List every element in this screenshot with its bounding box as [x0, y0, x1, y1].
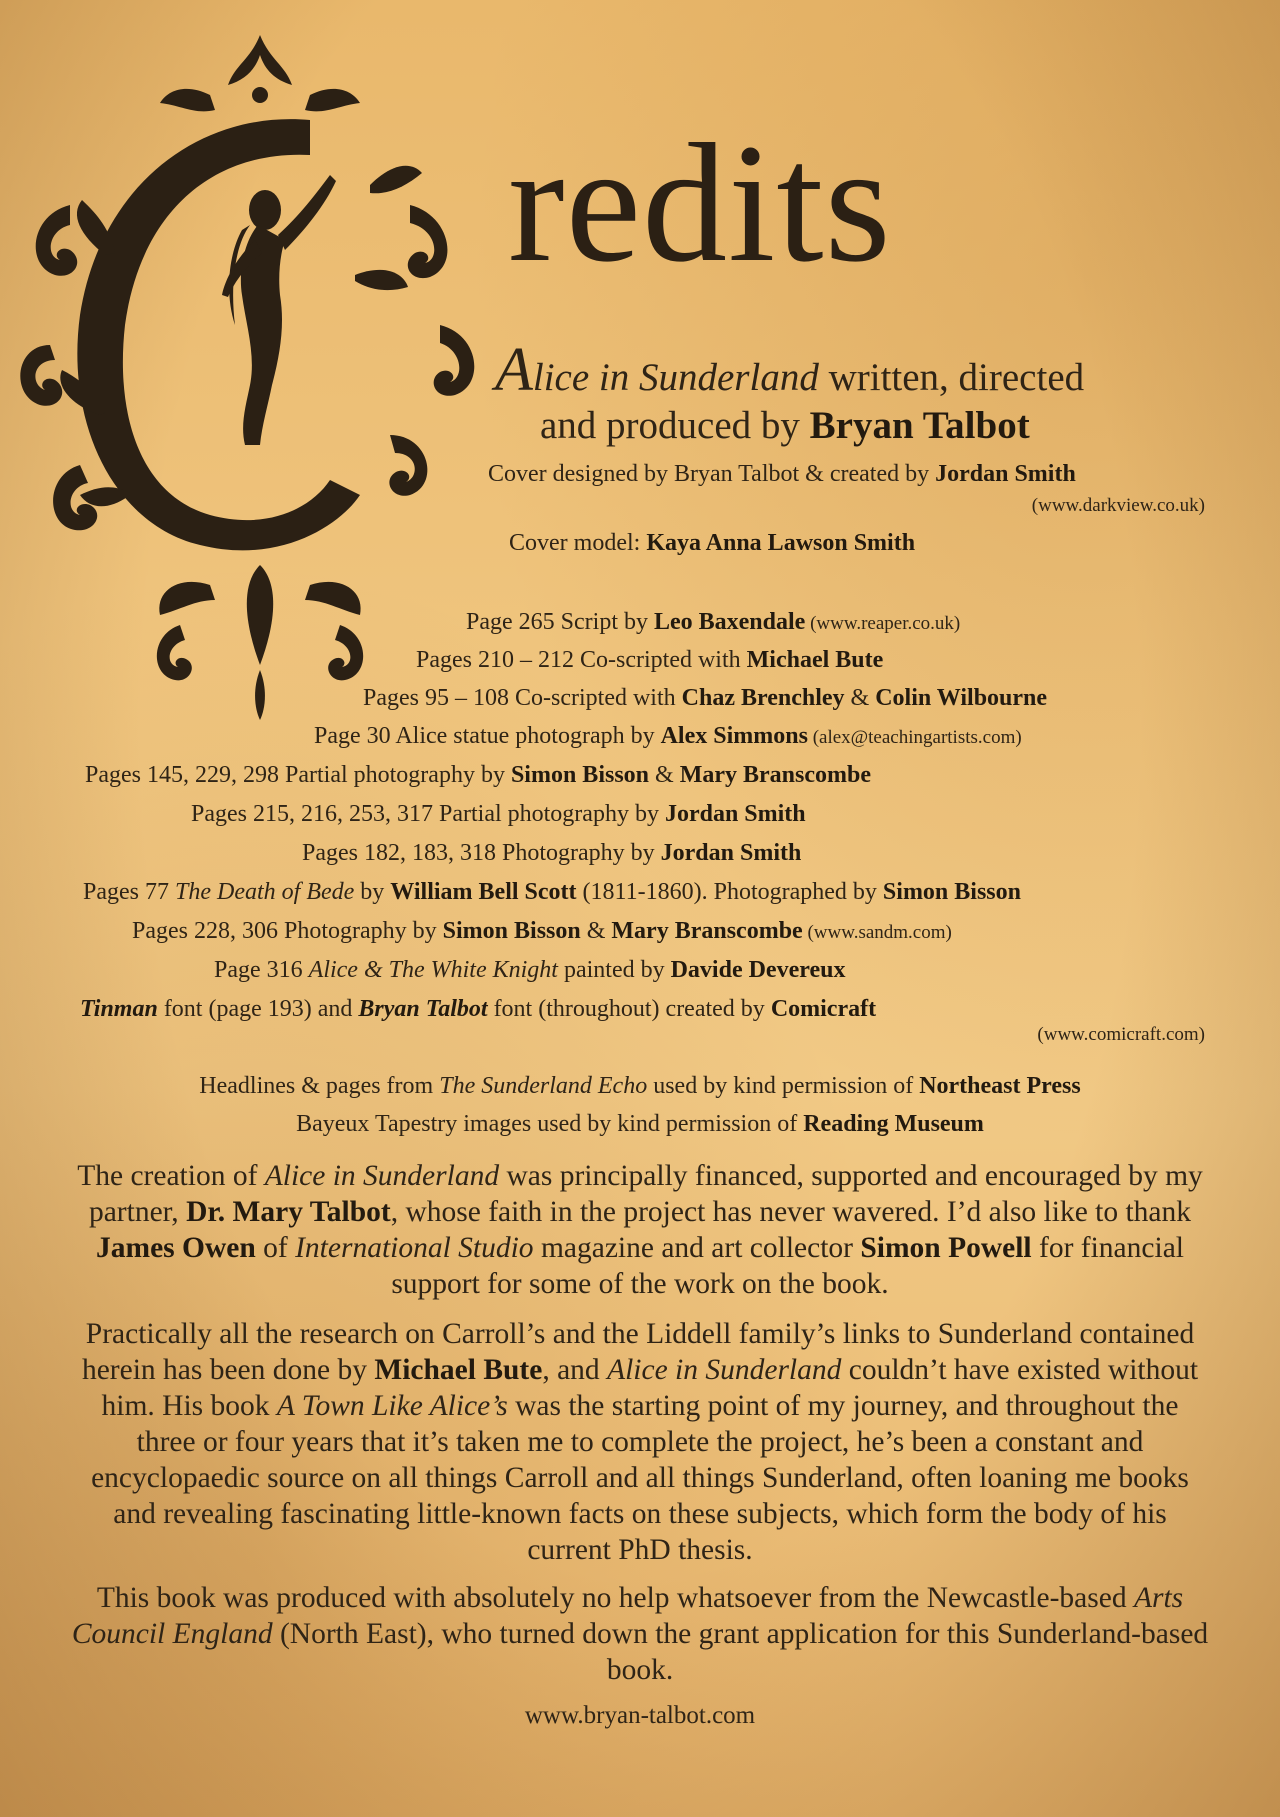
book-title: Alice in Sunderland: [264, 1160, 500, 1192]
credit-text: Headlines & pages from: [199, 1073, 440, 1099]
credit-line: [0, 1111, 1280, 1138]
credit-name: Reading Museum: [803, 1111, 984, 1137]
credit-text: Pages 95 – 108 Co-scripted with: [363, 685, 682, 711]
credit-line: [302, 840, 801, 867]
credit-name: Simon Bisson: [510, 762, 650, 788]
credit-text: painted by: [557, 957, 671, 983]
credit-text: Cover model:: [509, 530, 647, 556]
lead-initial: A: [495, 336, 533, 404]
credit-text: Pages 77: [83, 879, 175, 905]
font-name: Tinman: [80, 996, 158, 1022]
page-title: [508, 109, 892, 297]
para-text: , and: [542, 1354, 608, 1386]
credit-name: Jordan Smith: [664, 801, 806, 827]
lead-line-2: [540, 403, 1030, 448]
work-title: Alice & The White Knight: [308, 957, 558, 983]
credit-email: (alex@teachingartists.com): [807, 727, 1022, 748]
credit-text: &: [580, 918, 612, 944]
credit-name: Michael Bute: [746, 647, 884, 673]
credit-text: Pages 228, 306 Photography by: [132, 918, 443, 944]
organisation-name: Arts Council England: [71, 1582, 1184, 1650]
credit-line: [132, 918, 952, 945]
cover-model-credit: [509, 530, 915, 557]
lead-line-1: [495, 336, 1085, 404]
credit-line: [0, 1073, 1280, 1100]
work-title: The Death of Bede: [175, 879, 355, 905]
credit-name: Jordan Smith: [935, 461, 1076, 487]
credit-text: Page 316: [214, 957, 309, 983]
credit-text: Bayeux Tapestry images used by kind permission of: [296, 1111, 804, 1137]
para-text: magazine and art collector: [533, 1232, 861, 1264]
arts-council-paragraph: [70, 1580, 1210, 1688]
credit-line: [363, 685, 1047, 712]
para-text: This book was produced with absolutely no help whatsoever from the Newcastle-based: [96, 1582, 1134, 1614]
financing-paragraph: [70, 1158, 1210, 1302]
person-name: Simon Powell: [860, 1232, 1032, 1264]
para-text: couldn’t have existed without him. His book: [101, 1354, 1199, 1422]
credit-url: (www.reaper.co.uk): [805, 613, 961, 634]
lead-text: and produced by: [540, 404, 810, 447]
credit-name: Mary Branscombe: [679, 762, 871, 788]
book-title: A Town Like Alice’s: [276, 1390, 508, 1422]
credit-text: Pages 145, 229, 298 Partial photography by: [85, 762, 511, 788]
para-text: Practically all the research on Carroll’s and the Liddell family’s links to Sunderland contained herein has been done by: [81, 1318, 1195, 1386]
cover-designer-url: (www.darkview.co.uk): [1031, 495, 1205, 516]
research-paragraph: [70, 1316, 1210, 1568]
magazine-title: International Studio: [295, 1232, 534, 1264]
credit-text: font (page 193) and: [157, 996, 359, 1022]
credit-name: William Bell Scott: [390, 879, 577, 905]
cover-designed-credit: [488, 461, 1076, 488]
para-text: , whose faith in the project has never wavered. I’d also like to thank: [390, 1196, 1192, 1228]
credit-name: Comicraft: [770, 996, 877, 1022]
credit-text: font (throughout) created by: [487, 996, 771, 1022]
credit-text: Cover designed by Bryan Talbot & created by: [488, 461, 936, 487]
person-name: Michael Bute: [374, 1354, 543, 1386]
person-name: Dr. Mary Talbot: [186, 1196, 391, 1228]
credit-text: Pages 215, 216, 253, 317 Partial photography by: [191, 801, 665, 827]
para-text: for financial support for some of the work on the book.: [391, 1232, 1184, 1300]
para-text: was the starting point of my journey, and throughout the three or four years that it’s taken me to complete the project, he’s been a constant and encyclopaedic source on all things Carroll and all things Sunderland, often loaning me books and revealing fascinating little-known facts on these subjects, which form the body of his current PhD thesis.: [91, 1390, 1189, 1566]
book-title: lice in Sunderland: [532, 356, 819, 399]
credit-name: Davide Devereux: [670, 957, 846, 983]
font-name: Bryan Talbot: [358, 996, 488, 1022]
credit-name: Simon Bisson: [882, 879, 1021, 905]
website-link[interactable]: www.bryan-talbot.com: [524, 1702, 756, 1729]
credit-name: Alex Simmons: [660, 723, 808, 749]
para-text: was principally financed, supported and encouraged by my partner,: [88, 1160, 1203, 1228]
credit-line: [466, 609, 960, 636]
person-name: James Owen: [96, 1232, 256, 1264]
credit-line: [85, 762, 871, 789]
credit-name: Kaya Anna Lawson Smith: [646, 530, 916, 556]
credit-line: [80, 996, 876, 1023]
credit-text: by: [354, 879, 391, 905]
credit-text: &: [844, 685, 876, 711]
credit-name: Leo Baxendale: [653, 609, 806, 635]
book-title: Alice in Sunderland: [607, 1354, 842, 1386]
credit-line: [214, 957, 845, 984]
title-text: redits: [508, 109, 892, 297]
credit-url: (www.sandm.com): [802, 922, 952, 943]
comicraft-url: (www.comicraft.com): [1037, 1024, 1205, 1045]
credit-text: (1811-1860). Photographed by: [576, 879, 883, 905]
credit-text: Pages 210 – 212 Co-scripted with: [416, 647, 747, 673]
work-title: The Sunderland Echo: [439, 1073, 648, 1099]
credit-text: Page 30 Alice statue photograph by: [314, 723, 661, 749]
credit-line: [314, 723, 1022, 750]
credit-text: Page 265 Script by: [466, 609, 654, 635]
credit-line: [83, 879, 1021, 906]
para-text: The creation of: [77, 1160, 265, 1192]
credit-text: &: [649, 762, 680, 788]
ornamental-drop-cap-c: [10, 25, 510, 725]
credit-name: Colin Wilbourne: [875, 685, 1048, 711]
para-text: (North East), who turned down the grant application for this Sunderland-based book.: [272, 1618, 1209, 1686]
credit-name: Northeast Press: [919, 1073, 1081, 1099]
credit-name: Simon Bisson: [442, 918, 581, 944]
credit-text: used by kind permission of: [647, 1073, 920, 1099]
credit-name: Jordan Smith: [660, 840, 802, 866]
para-text: of: [255, 1232, 296, 1264]
credit-name: Mary Branscombe: [611, 918, 803, 944]
credit-text: Pages 182, 183, 318 Photography by: [302, 840, 661, 866]
author-name: Bryan Talbot: [809, 404, 1030, 447]
credit-line: [191, 801, 806, 828]
lead-text: written, directed: [818, 356, 1085, 399]
credit-name: Chaz Brenchley: [681, 685, 845, 711]
credit-line: [416, 647, 883, 674]
